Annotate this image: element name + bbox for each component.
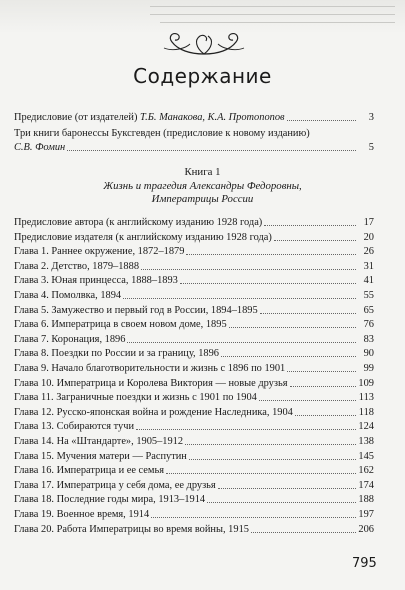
toc-entry-page: 31 bbox=[363, 260, 374, 272]
toc-entry-title: Глава 7. Коронация, 1896 bbox=[14, 333, 126, 345]
toc-entry-title: Глава 19. Военное время, 1914 bbox=[14, 509, 150, 520]
dot-leader bbox=[218, 488, 356, 489]
toc-entry-title: Предисловие автора (к английскому изданию 1928 года) bbox=[14, 217, 263, 228]
toc-entry-title: Глава 16. Императрица и ее семья bbox=[14, 465, 164, 477]
toc-entry-title: Три книги баронессы Буксгевден (предисловие к новому изданию) bbox=[14, 128, 310, 139]
toc-entry-page: 3 bbox=[368, 112, 374, 123]
toc-entry-title: Глава 3. Юная принцесса, 1888–1893 bbox=[14, 275, 178, 287]
dot-leader bbox=[185, 444, 356, 445]
toc-entry-page: 65 bbox=[363, 304, 374, 316]
flourish-ornament-icon bbox=[160, 28, 248, 58]
dot-leader bbox=[287, 371, 356, 372]
book-title-line2: Императрицы России bbox=[151, 193, 254, 205]
dot-leader bbox=[207, 502, 356, 503]
toc-entry bbox=[14, 392, 374, 404]
toc-entry-title: Глава 14. На «Штандарте», 1905–1912 bbox=[14, 436, 184, 447]
toc-entry-page: 55 bbox=[363, 290, 374, 301]
toc-entry-page: 26 bbox=[363, 246, 374, 258]
toc-entry bbox=[14, 305, 374, 317]
toc-entry-page: 17 bbox=[363, 217, 374, 228]
dot-leader bbox=[264, 225, 356, 226]
toc-entry-title: Глава 9. Начало благотворительности и жизнь с 1896 по 1901 bbox=[14, 363, 286, 374]
toc-entry bbox=[14, 232, 374, 244]
toc-entry bbox=[14, 436, 374, 448]
toc-entry-page: 90 bbox=[363, 348, 374, 360]
toc-entry-page: 41 bbox=[363, 275, 374, 287]
dot-leader bbox=[136, 429, 356, 430]
toc-entry bbox=[14, 246, 374, 258]
toc-entry-page: 109 bbox=[358, 377, 374, 389]
book-number: Книга 1 bbox=[184, 166, 221, 178]
toc-entry-preface-new-edition-cont bbox=[14, 142, 374, 154]
toc-entry-title: Глава 18. Последние годы мира, 1913–1914 bbox=[14, 494, 206, 506]
toc-entry bbox=[14, 524, 374, 536]
toc-entry-page: 145 bbox=[358, 450, 374, 462]
toc-entry-title: Глава 5. Замужество и первый год в России, 1894–1895 bbox=[14, 304, 258, 316]
toc-entry-title: Глава 17. Императрица у себя дома, ее друзья bbox=[14, 479, 216, 491]
toc-entry-title: Предисловие (от издателей) Т.Б. Манакова, К.А. Протопопов bbox=[14, 112, 285, 123]
toc-entry-page: 20 bbox=[363, 231, 374, 243]
toc-entry-page: 162 bbox=[358, 465, 374, 477]
toc-entry bbox=[14, 363, 374, 375]
toc-entry bbox=[14, 290, 374, 302]
dot-leader bbox=[123, 298, 356, 299]
toc-entry-title: Глава 13. Собираются тучи bbox=[14, 421, 135, 433]
dot-leader bbox=[221, 356, 356, 357]
toc-entry-page: 113 bbox=[358, 392, 374, 404]
toc-entry bbox=[14, 275, 374, 287]
toc-entry-page: 99 bbox=[363, 363, 374, 374]
bleed-line bbox=[160, 22, 395, 23]
toc-entry-title: Глава 6. Императрица в своем новом доме, 1895 bbox=[14, 319, 227, 331]
dot-leader bbox=[274, 240, 356, 241]
toc-entry-preface-new-edition bbox=[14, 128, 374, 140]
toc-entry-page: 206 bbox=[358, 523, 374, 535]
dot-leader bbox=[127, 342, 356, 343]
toc-entry-title: Глава 11. Заграничные поездки и жизнь с 1901 по 1904 bbox=[14, 392, 257, 404]
dot-leader bbox=[141, 269, 356, 270]
bleed-line bbox=[150, 6, 395, 7]
toc-entry-preface-publishers bbox=[14, 112, 374, 124]
toc-entry-title: Глава 8. Поездки по России и за границу, 1896 bbox=[14, 348, 219, 360]
bleed-line bbox=[150, 14, 395, 15]
dot-leader bbox=[229, 327, 356, 328]
toc-entry-page: 174 bbox=[358, 479, 374, 491]
toc-entry-author: С.В. Фомин bbox=[14, 142, 66, 153]
toc-entry bbox=[14, 494, 374, 506]
toc-entry-title: Глава 2. Детство, 1879–1888 bbox=[14, 260, 140, 272]
dot-leader bbox=[166, 473, 356, 474]
toc-entry-page: 83 bbox=[363, 333, 374, 345]
toc-entry-title: Глава 20. Работа Императрицы во время войны, 1915 bbox=[14, 523, 249, 535]
toc-entry-page: 188 bbox=[358, 494, 374, 506]
toc-entry-page: 118 bbox=[358, 406, 374, 418]
toc-entry bbox=[14, 451, 374, 463]
dot-leader bbox=[67, 150, 356, 151]
toc-entry bbox=[14, 319, 374, 331]
toc-entry bbox=[14, 421, 374, 433]
page-number: 795 bbox=[352, 556, 377, 571]
dot-leader bbox=[189, 459, 356, 460]
toc-entry-title: Глава 12. Русско-японская война и рождение Наследника, 1904 bbox=[14, 406, 293, 418]
toc-entry-title: Глава 1. Раннее окружение, 1872–1879 bbox=[14, 246, 185, 258]
dot-leader bbox=[260, 313, 356, 314]
toc-entry bbox=[14, 509, 374, 521]
toc-entry bbox=[14, 378, 374, 390]
dot-leader bbox=[186, 254, 356, 255]
toc-entry-page: 5 bbox=[368, 142, 374, 153]
toc-entry-title: Предисловие издателя (к английскому изданию 1928 года) bbox=[14, 231, 272, 243]
dot-leader bbox=[287, 120, 356, 121]
toc-entry-title: Глава 15. Мучения матери — Распутин bbox=[14, 450, 187, 462]
toc-entry-title: Глава 10. Императрица и Королева Виктория — новые друзья bbox=[14, 377, 288, 389]
page-title: Содержание bbox=[133, 64, 272, 88]
toc-entry-page: 76 bbox=[363, 319, 374, 331]
dot-leader bbox=[151, 517, 356, 518]
dot-leader bbox=[290, 386, 356, 387]
toc-entry bbox=[14, 465, 374, 477]
toc-entry-page: 138 bbox=[358, 436, 374, 447]
toc-entry-page: 197 bbox=[358, 509, 374, 520]
toc-entry bbox=[14, 407, 374, 419]
dot-leader bbox=[180, 283, 356, 284]
dot-leader bbox=[259, 400, 356, 401]
toc-entry-page: 124 bbox=[358, 421, 374, 433]
toc-entry bbox=[14, 261, 374, 273]
book-title-line1: Жизнь и трагедия Александры Федоровны, bbox=[103, 180, 302, 192]
dot-leader bbox=[251, 532, 356, 533]
toc-entry bbox=[14, 348, 374, 360]
toc-entry bbox=[14, 217, 374, 229]
toc-entry-title: Глава 4. Помолвка, 1894 bbox=[14, 290, 122, 301]
toc-entry bbox=[14, 334, 374, 346]
dot-leader bbox=[295, 415, 356, 416]
toc-entry bbox=[14, 480, 374, 492]
